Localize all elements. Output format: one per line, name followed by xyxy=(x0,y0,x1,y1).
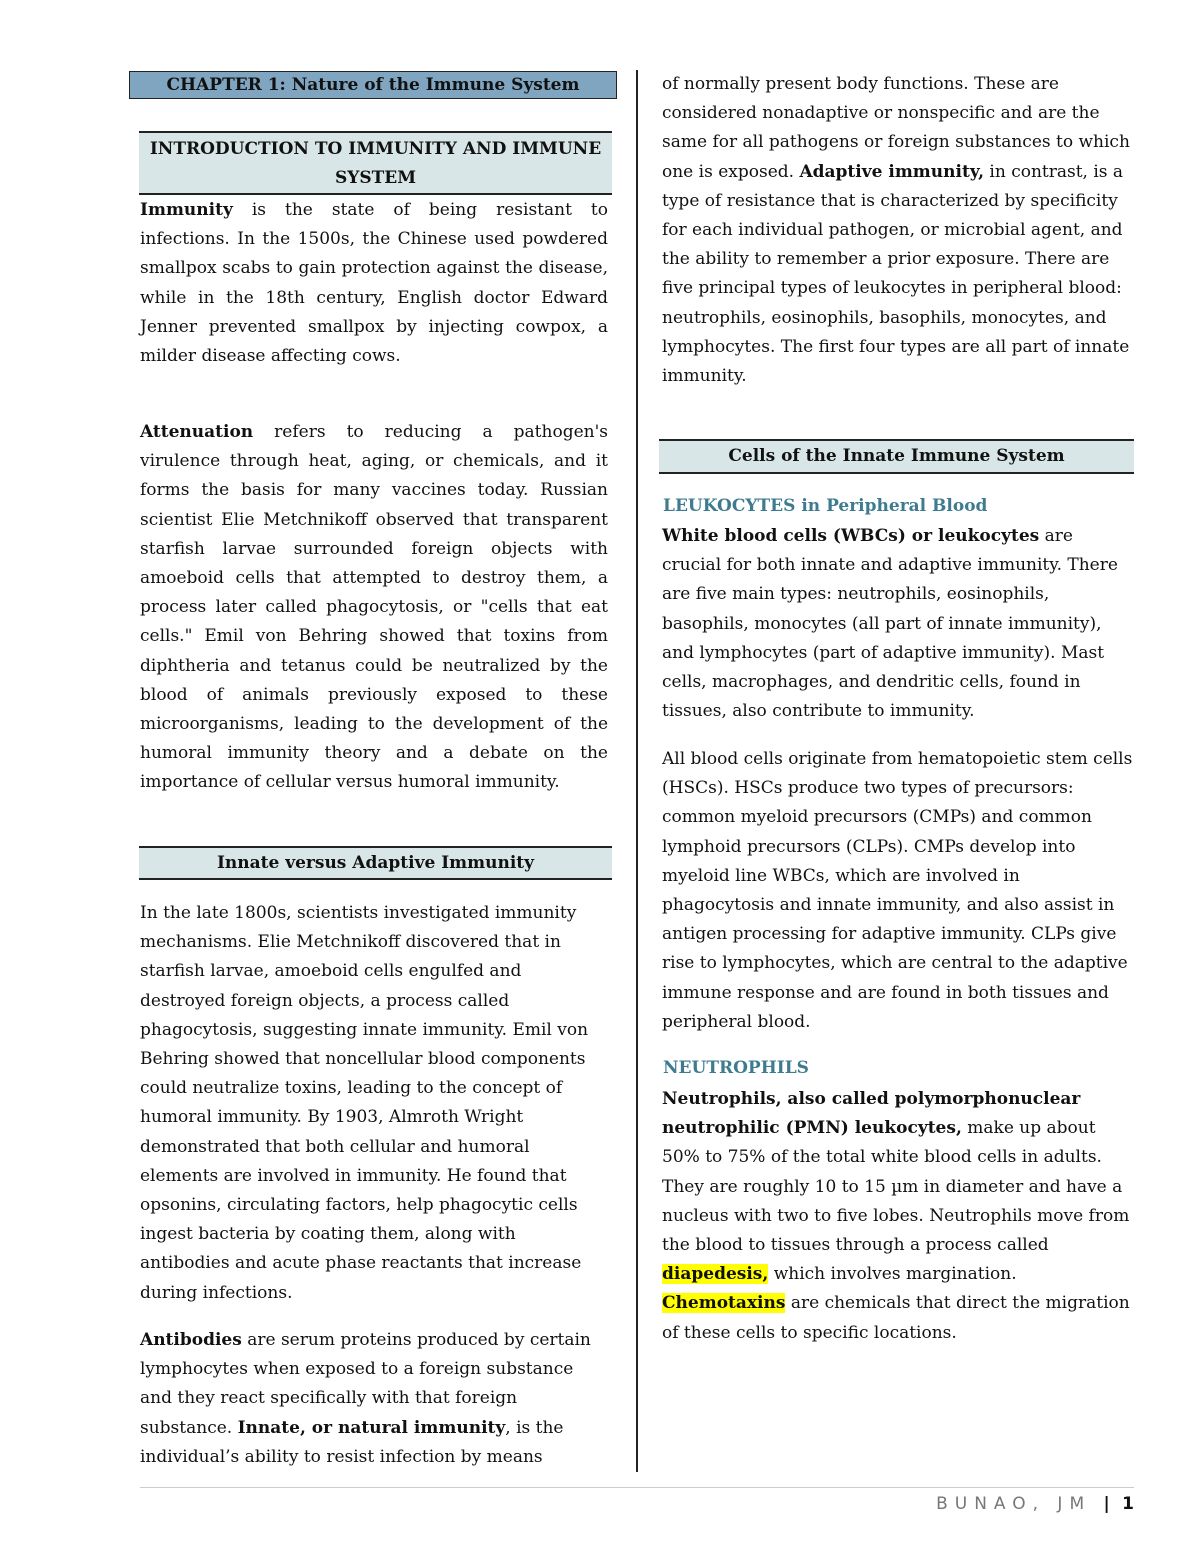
attenuation-text: refers to reducing a pathogen's virulence through heat, aging, or chemicals, and it forms the basis for many vaccines today. Russian scientist Elie Metchnikoff observed that transparent starfish larvae surrounded foreign objects with amoeboid cells that attempted to destroy them, a process later called phagocytosis, or "cells that eat cells." Emil von Behring showed that toxins from diphtheria and tetanus could be neutralized by the blood of animals previously exposed to these microorganisms, leading to the development of the humoral immunity theory and a debate on the importance of cellular versus humoral immunity. xyxy=(140,422,608,793)
immunity-paragraph xyxy=(140,196,608,371)
cells-innate-heading: Cells of the Innate Immune System xyxy=(659,439,1134,474)
chemotaxins-highlight: Chemotaxins xyxy=(662,1293,786,1314)
column-divider xyxy=(636,70,638,1472)
page-footer xyxy=(936,1494,1134,1514)
page-number: 1 xyxy=(1122,1494,1134,1514)
innate-adaptive-heading: Innate versus Adaptive Immunity xyxy=(139,846,612,880)
antibodies-paragraph xyxy=(140,1326,608,1472)
continuation-text-1: of normally present body functions. These are considered nonadaptive or nonspecific and are the same for all pathogens or foreign substances to which one is exposed. xyxy=(662,74,1130,182)
wbc-term: White blood cells (WBCs) or leukocytes xyxy=(662,526,1040,546)
late-1800s-paragraph xyxy=(140,899,608,1308)
immunity-text: is the state of being resistant to infections. In the 1500s, the Chinese used powdered smallpox scabs to gain protection against the disease, while in the 18th century, English doctor Edward Jenner prevented smallpox by injecting cowpox, a milder disease affecting cows. xyxy=(140,200,608,367)
hsc-text: All blood cells originate from hematopoietic stem cells (HSCs). HSCs produce two types of precursors: common myeloid precursors (CMPs) and common lymphoid precursors (CLPs). CMPs develop into myeloid line WBCs, which are involved in phagocytosis and innate immunity, and also assist in antigen processing for adaptive immunity. CLPs give rise to lymphocytes, which are central to the adaptive immune response and are found in both tissues and peripheral blood. xyxy=(662,749,1133,1032)
neutrophils-text-2: which involves margination. xyxy=(768,1264,1017,1285)
hsc-paragraph xyxy=(662,745,1134,1037)
neutrophils-subheading: NEUTROPHILS xyxy=(663,1058,809,1078)
leukocytes-subheading: LEUKOCYTES in Peripheral Blood xyxy=(663,496,988,516)
neutrophils-text-3: are chemicals that direct the migration of these cells to specific locations. xyxy=(662,1293,1130,1343)
intro-heading: INTRODUCTION TO IMMUNITY AND IMMUNE SYSTEM xyxy=(139,131,612,195)
continuation-paragraph xyxy=(662,70,1134,391)
neutrophils-term: Neutrophils, also called polymorphonuclear neutrophilic (PMN) leukocytes, xyxy=(662,1089,1081,1139)
innate-immunity-text: , is the individual’s ability to resist infection by means xyxy=(140,1417,564,1467)
antibodies-term: Antibodies xyxy=(140,1330,242,1350)
adaptive-immunity-term: Adaptive immunity, xyxy=(799,161,984,182)
footer-separator: | xyxy=(1103,1494,1110,1514)
wbc-text: are crucial for both innate and adaptive immunity. There are five main types: neutrophils, eosinophils, basophils, monocytes (all part of innate immunity), and lymphocytes (part of adaptive immunity). Mast cells, macrophages, and dendritic cells, found in tissues, also contribute to immunity. xyxy=(662,526,1118,722)
footer-author: BUNAO, JM xyxy=(936,1494,1092,1514)
attenuation-paragraph xyxy=(140,418,608,798)
late-1800s-text: In the late 1800s, scientists investigated immunity mechanisms. Elie Metchnikoff discovered that in starfish larvae, amoeboid cells engulfed and destroyed foreign objects, a process called phagocytosis, suggesting innate immunity. Emil von Behring showed that noncellular blood components could neutralize toxins, leading to the concept of humoral immunity. By 1903, Almroth Wright demonstrated that both cellular and humoral elements are involved in immunity. He found that opsonins, circulating factors, help phagocytic cells ingest bacteria by coating them, along with antibodies and acute phase reactants that increase during infections. xyxy=(140,903,589,1303)
diapedesis-highlight: diapedesis, xyxy=(662,1264,769,1285)
attenuation-term: Attenuation xyxy=(140,422,254,442)
neutrophils-text-1: make up about 50% to 75% of the total white blood cells in adults. They are roughly 10 to 15 µm in diameter and have a nucleus with two to five lobes. Neutrophils move from the blood to tissues through a process called xyxy=(662,1118,1130,1256)
footer-rule xyxy=(140,1487,1134,1488)
innate-immunity-term: Innate, or natural immunity xyxy=(237,1417,506,1438)
continuation-text-2: in contrast, is a type of resistance that is characterized by specificity for each individual pathogen, or microbial agent, and the ability to remember a prior exposure. There are five principal types of leukocytes in peripheral blood: neutrophils, eosinophils, basophils, monocytes, and lymphocytes. The first four types are all part of innate immunity. xyxy=(662,161,1130,387)
chapter-title: CHAPTER 1: Nature of the Immune System xyxy=(129,71,617,99)
neutrophils-paragraph xyxy=(662,1085,1134,1348)
antibodies-text: are serum proteins produced by certain lymphocytes when exposed to a foreign substance and they react specifically with that foreign substance. xyxy=(140,1330,591,1438)
wbc-paragraph xyxy=(662,522,1134,726)
immunity-term: Immunity xyxy=(140,200,233,220)
